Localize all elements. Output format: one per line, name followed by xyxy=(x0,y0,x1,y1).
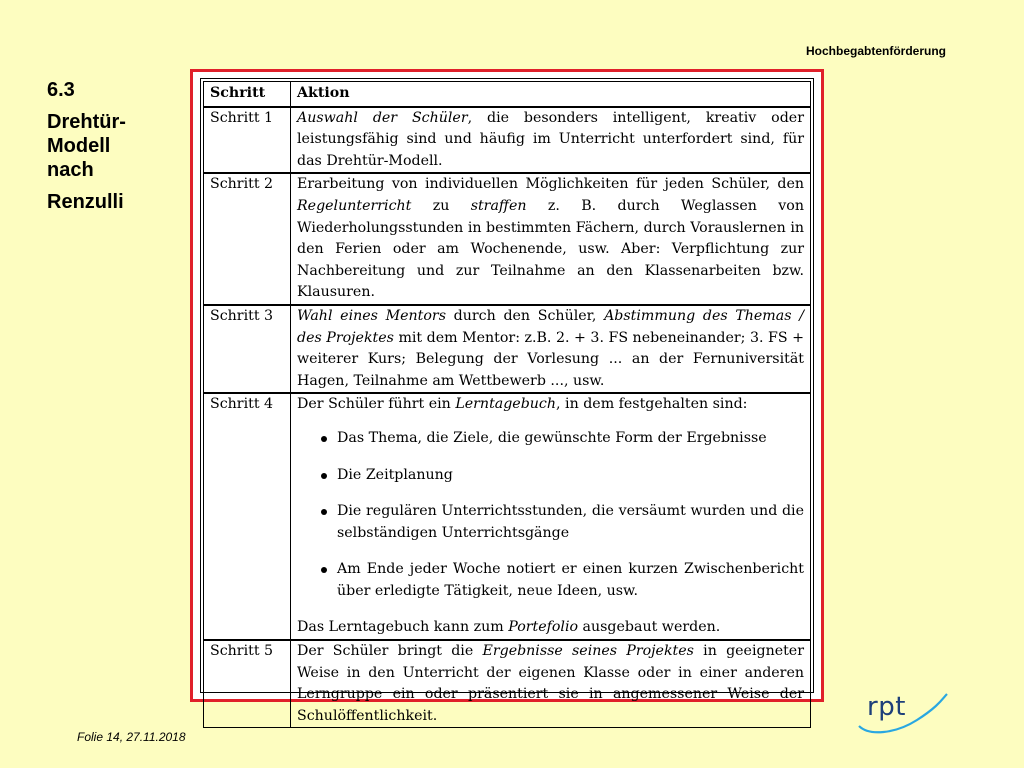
emphasis: Ergebnisse seines Projektes xyxy=(482,643,694,660)
emphasis: Portefolio xyxy=(508,619,579,636)
action-text: Der Schüler bringt die xyxy=(297,643,483,660)
footer-slide-info: Folie 14, 27.11.2018 xyxy=(77,730,186,744)
action-text: , in dem festgehalten sind: xyxy=(556,396,748,413)
emphasis: Regelunterricht xyxy=(297,197,412,214)
step-label: Schritt 4 xyxy=(204,393,291,640)
step-label: Schritt 2 xyxy=(204,173,291,305)
table-row xyxy=(204,107,811,174)
action-text: Erarbeitung von individuellen Möglichkeiten für jeden Schüler, den xyxy=(297,176,804,193)
step-action xyxy=(291,393,811,640)
step-action xyxy=(291,173,811,305)
action-text: durch den Schüler, xyxy=(445,307,605,324)
step-action xyxy=(291,640,811,728)
table-row xyxy=(204,173,811,305)
heading-line-3: nach xyxy=(47,159,94,181)
header-step: Schritt xyxy=(204,82,291,107)
table-row xyxy=(204,640,811,728)
action-text: Der Schüler führt ein xyxy=(297,396,456,413)
action-text: Das Lerntagebuch kann zum xyxy=(297,619,509,636)
section-heading xyxy=(47,78,177,214)
list-item: Am Ende jeder Woche notiert er einen kurzen Zwischenbericht über erledigte Tätigkeit, neue Ideen, usw. xyxy=(337,559,804,602)
section-number: 6.3 xyxy=(47,79,75,101)
steps-table xyxy=(203,81,811,728)
emphasis: straffen xyxy=(470,197,527,214)
table-header-row xyxy=(204,82,811,107)
list-item: Das Thema, die Ziele, die gewünschte Form der Ergebnisse xyxy=(337,428,804,450)
table-wrapper xyxy=(200,78,814,724)
heading-line-4: Renzulli xyxy=(47,191,124,213)
action-text: z. B. durch Weglassen von Wiederholungsstunden in bestimmten Fächern, durch Vorauslernen in den Ferien oder am Wochenende, usw. Aber: Verpflichtung zur Nachbereitung und zur Teilnahme an den Klassenarbeiten bzw. Klausuren. xyxy=(297,197,804,301)
action-text: zu xyxy=(411,197,471,214)
table-row xyxy=(204,305,811,393)
action-text: , die besonders intelligent, kreativ oder leistungsfähig sind und häufig im Unterricht unterfordert sind, für das Drehtür-Modell. xyxy=(297,109,804,169)
header-title: Hochbegabtenförderung xyxy=(806,44,946,58)
step-action xyxy=(291,305,811,393)
action-text: mit dem Mentor: z.B. 2. + 3. FS nebeneinander; 3. FS + weiterer Kurs; Belegung der Vorlesung ... an der Fernuniversität Hagen, Teilnahme am Wettbewerb ..., usw. xyxy=(297,329,804,389)
step-label: Schritt 5 xyxy=(204,640,291,728)
step-label: Schritt 1 xyxy=(204,107,291,174)
action-text: ausgebaut werden. xyxy=(578,619,721,636)
step-action xyxy=(291,107,811,174)
heading-line-1: Drehtür- xyxy=(47,111,126,133)
emphasis: Lerntagebuch xyxy=(455,396,557,413)
action-text: in geeigneter Weise in den Unterricht der eigenen Klasse oder in einer anderen Lerngruppe ein oder präsentiert sie in angemessener Weise der Schulöffentlichkeit. xyxy=(297,643,804,724)
list-item: Die Zeitplanung xyxy=(337,465,804,487)
list-item: Die regulären Unterrichtsstunden, die versäumt wurden und die selbständigen Unterrichtsgänge xyxy=(337,501,804,544)
header-action: Aktion xyxy=(291,82,811,107)
heading-line-2: Modell xyxy=(47,135,111,157)
emphasis: Auswahl der Schüler xyxy=(297,109,468,126)
emphasis: Wahl eines Mentors xyxy=(297,307,446,324)
logo-text: rpt xyxy=(867,692,906,722)
table-row xyxy=(204,393,811,640)
emphasis: Abstimmung des Themas / des Projektes xyxy=(297,307,804,346)
table-frame xyxy=(190,69,824,724)
diary-list xyxy=(297,428,804,603)
rpt-logo xyxy=(855,690,950,735)
step-label: Schritt 3 xyxy=(204,305,291,393)
